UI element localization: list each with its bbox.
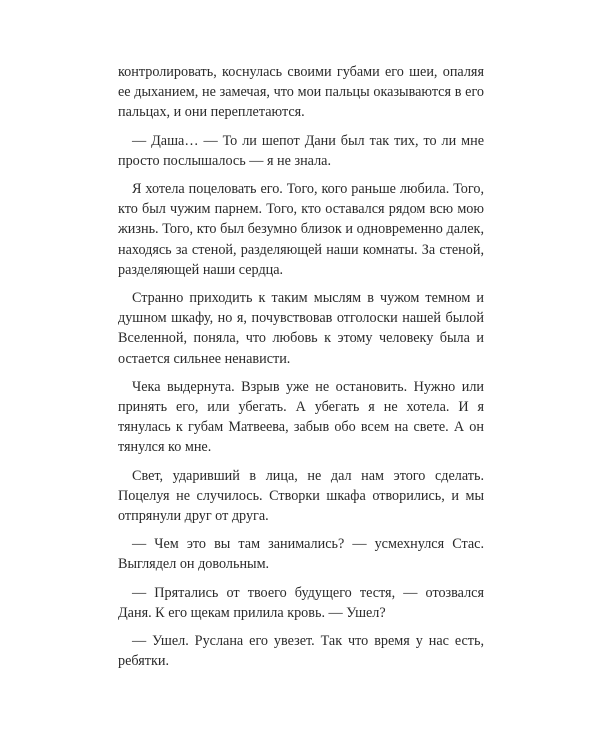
paragraph-9: — Ушел. Руслана его увезет. Так что время у нас есть, ребятки. [118,633,484,670]
paragraph-6: Свет, ударивший в лица, не дал нам этого сделать. Поцелуя не случилось. Створки шкафа отворились, и мы отпрянули друг от друга. [118,467,484,525]
paragraph-8: — Прятались от твоего будущего тестя, — отозвался Даня. К его щекам прилила кровь. — Ушел? [118,584,484,621]
paragraph-4: Странно приходить к таким мыслям в чужом темном и душном шкафу, но я, почувствовав отголоски нашей былой Вселенной, поняла, что любовь к этому человеку была и остается сильнее ненависти. [118,290,484,367]
paragraph-5: Чека выдернута. Взрыв уже не остановить. Нужно или принять его, или убегать. А убегать я не хотела. И я тянулась к губам Матвеева, забыв обо всем на свете. А он тянулся ко мне. [118,378,484,456]
paragraph-1: контролировать, коснулась своими губами его шеи, опаляя ее дыханием, не замечая, что мои пальцы оказываются в его пальцах, и они переплетаются. [118,64,484,121]
paragraph-7: — Чем это вы там занимались? — усмехнулся Стас. Выглядел он довольным. [118,536,484,573]
body-text [118,62,484,679]
paragraph-3: Я хотела поцеловать его. Того, кого раньше любила. Того, кто был чужим парнем. Того, кто оставался рядом всю мою жизнь. Того, кто был безумно близок и одновременно далек, находясь за стеной, разделяющей наши комнаты. За стеной, разделяющей наши сердца. [118,181,484,278]
paragraph-2: — Даша… — То ли шепот Дани был так тих, то ли мне просто послышалось — я не знала. [118,132,484,169]
